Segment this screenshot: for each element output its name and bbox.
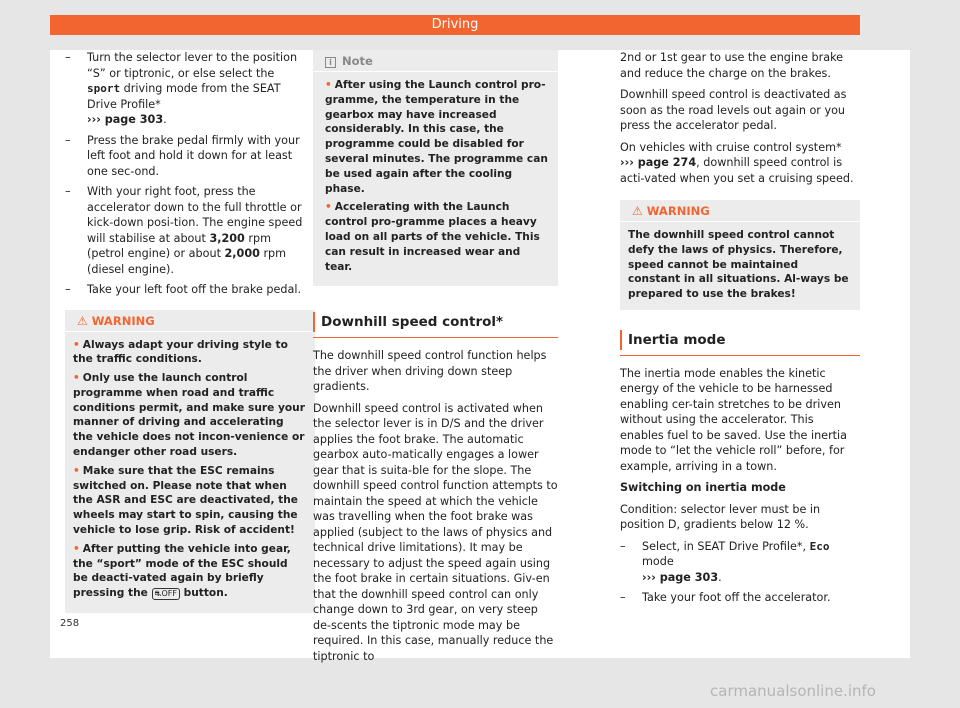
list-item: – Turn the selector lever to the position “S” or tiptronic, or else select the sport driving mode from the SEAT Drive Profile* ››› page 303. bbox=[65, 51, 298, 126]
note-box bbox=[313, 50, 558, 286]
page-link[interactable]: ››› page 274 bbox=[620, 156, 697, 169]
warning-header: ⚠ WARNING bbox=[620, 200, 860, 222]
note-header: i Note bbox=[313, 50, 558, 72]
subheading: Switching on inertia mode bbox=[620, 481, 786, 495]
section-heading bbox=[620, 332, 860, 356]
warning-item: • Only use the launch control programme when road and traffic conditions permit, and make sure your manner of driving and accelerating the vehicle does not incon-venience or endanger other road users. bbox=[73, 372, 305, 459]
warning-text: The downhill speed control cannot defy the laws of physics. Therefore, speed cannot be maintained constant in all situations. Al-ways be prepared to use the brakes! bbox=[628, 229, 849, 301]
warning-item: • After putting the vehicle into gear, the “sport” mode of the ESC should be deacti-vated again by briefly pressing the ⛐OFF button. bbox=[73, 542, 291, 600]
section-title-inertia: Inertia mode bbox=[620, 332, 860, 356]
warning-triangle-icon: ⚠ bbox=[77, 313, 88, 328]
paragraph: Downhill speed control is deactivated as soon as the road levels out again or you press the accelerator pedal. bbox=[620, 88, 847, 132]
note-item: • After using the Launch control pro-gramme, the temperature in the gearbox may have increased considerably. In this case, the programme could be disabled for several minutes. The programme can be used again after the cooling phase. bbox=[325, 79, 548, 195]
section-title-downhill: Downhill speed control* bbox=[313, 314, 558, 338]
column-2 bbox=[313, 50, 558, 670]
list-item: – With your right foot, press the accelerator down to the full throttle or kick-down posi-tion. The engine speed will stabilise at about 3,200 rpm (petrol engine) or about 2,000 rpm (diesel engine). bbox=[65, 185, 303, 276]
watermark: carmanualsonline.info bbox=[710, 682, 876, 700]
list-item: – Take your foot off the accelerator. bbox=[620, 591, 831, 605]
page-header: Driving bbox=[50, 15, 860, 35]
warning-item: • Always adapt your driving style to the traffic conditions. bbox=[73, 338, 288, 366]
page-link[interactable]: ››› page 303 bbox=[642, 570, 719, 584]
note-item: • Accelerating with the Launch control pro-gramme places a heavy load on all parts of the vehicle. This can result in increased wear and tear. bbox=[325, 201, 540, 273]
paragraph: On vehicles with cruise control system* ››› page 274, downhill speed control is acti-vated when you set a cruising speed. bbox=[620, 140, 854, 185]
paragraph: Downhill speed control is activated when the selector lever is in D/S and the driver applies the foot brake. The automatic gearbox auto-matically engages a lower gear that is suita-ble for the slope. The downhill speed control function attempts to maintain the speed at which the vehicle was travelling when the foot brake was applied (subject to the laws of physics and technical drive limitations). It may be necessary to adjust the speed again using the foot brake in certain situations. Giv-en that the downhill speed control can only change down to 3rd gear, on very steep de-scents the tiptronic mode may be required. In this case, manually reduce the tiptronic to bbox=[313, 401, 558, 663]
warning-triangle-icon: ⚠ bbox=[632, 204, 643, 218]
list-item: – Take your left foot off the brake pedal. bbox=[65, 283, 302, 296]
esc-off-key-icon: ⛐OFF bbox=[152, 588, 180, 600]
section-heading bbox=[313, 314, 558, 338]
paragraph: Condition: selector lever must be in position D, gradients below 12 %. bbox=[620, 502, 821, 532]
warning-header: ⚠ WARNING bbox=[65, 310, 315, 332]
list-item: – Press the brake pedal firmly with your left foot and hold it down for at least one sec-ond. bbox=[65, 133, 300, 178]
page-link[interactable]: ››› page 303 bbox=[87, 113, 164, 126]
column-1 bbox=[65, 50, 305, 613]
list-item: – Select, in SEAT Drive Profile*, Eco mode ››› page 303. bbox=[620, 539, 830, 584]
info-icon: i bbox=[325, 57, 336, 68]
warning-item: • Make sure that the ESC remains switched on. Please note that when the ASR and ESC are deactivated, the wheels may start to spin, causing the vehicle to lose grip. Risk of accident! bbox=[73, 464, 298, 537]
column-3 bbox=[620, 50, 860, 611]
paragraph: The inertia mode enables the kinetic energy of the vehicle to be harnessed enabling cer-tain stretches to be driven without using the accelerator. This enables fuel to be saved. Use the inertia mode to “let the vehicle roll” before, for example, arriving in a town. bbox=[620, 366, 848, 473]
warning-box bbox=[620, 200, 860, 310]
paragraph: 2nd or 1st gear to use the engine brake and reduce the charge on the brakes. bbox=[620, 51, 844, 80]
paragraph: The downhill speed control function helps the driver when driving down steep gradients. bbox=[313, 349, 547, 394]
warning-box bbox=[65, 310, 315, 614]
page-number: 258 bbox=[60, 618, 80, 629]
